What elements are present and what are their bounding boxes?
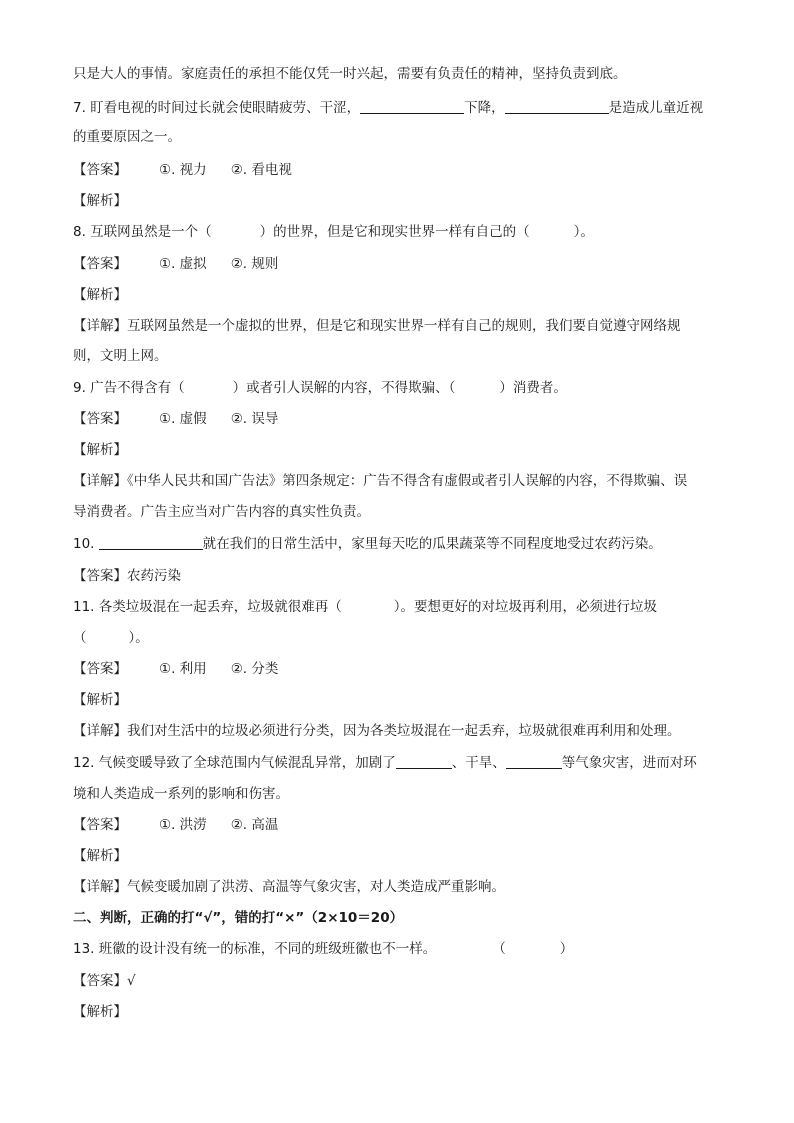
q12-blank-1 xyxy=(396,754,452,769)
q8-answer-2: ②. 规则 xyxy=(230,256,279,272)
q11-answer-row xyxy=(73,659,723,679)
q11-text-d: ）。 xyxy=(128,630,149,646)
q12-text-d: 境和人类造成一系列的影响和伤害。 xyxy=(73,786,289,802)
q9-answer-2: ②. 误导 xyxy=(230,411,279,427)
q12-text-b: 、干旱、 xyxy=(451,755,506,771)
q7-answer-1: ①. 视力 xyxy=(159,162,207,178)
q10-blank xyxy=(99,535,203,550)
answer-label: 【答案】 xyxy=(73,973,127,989)
analysis-label: 【解析】 xyxy=(73,848,127,864)
q7-text-a: 7. 盯看电视的时间过长就会使眼睛疲劳、干涩， xyxy=(73,100,361,116)
q13-paren: （ ） xyxy=(492,941,574,957)
q6-tail-text: 只是大人的事情。家庭责任的承担不能仅凭一时兴起，需要有负责任的精神，坚持负责到底。 xyxy=(73,66,627,82)
detail-label: 【详解】 xyxy=(73,318,127,334)
section-2-heading: 二、判断，正确的打“√”，错的打“×”（2×10＝20） xyxy=(73,910,404,926)
q8-detail-text-1: 互联网虽然是一个虚拟的世界，但是它和现实世界一样有自己的规则，我们要自觉遵守网络规 xyxy=(127,318,681,334)
q11-text-b: ）。要想更好的对垃圾再利用，必须进行垃圾 xyxy=(393,599,658,615)
q12-detail-line xyxy=(73,877,723,897)
answer-label: 【答案】 xyxy=(73,411,127,427)
detail-label: 【详解】 xyxy=(73,879,127,895)
q9-answer-1: ①. 虚假 xyxy=(159,411,207,427)
q7-text-c: 是造成儿童近视 xyxy=(608,100,704,116)
q10-text-a: 10. xyxy=(73,536,99,552)
question-7-line-1 xyxy=(73,98,723,118)
q9-text-c: ）消费者。 xyxy=(499,380,567,396)
q9-text-a: 9. 广告不得含有（ xyxy=(73,380,185,396)
q11-detail-text: 我们对生活中的垃圾必须进行分类，因为各类垃圾混在一起丢弃，垃圾就很难再利用和处理。 xyxy=(127,723,681,739)
q8-answer-1: ①. 虚拟 xyxy=(159,256,207,272)
q7-answer-2: ②. 看电视 xyxy=(230,162,292,178)
q7-text-b: 下降， xyxy=(464,100,505,116)
q12-detail-text: 气候变暖加剧了洪涝、高温等气象灾害，对人类造成严重影响。 xyxy=(127,879,505,895)
question-13-line xyxy=(73,939,723,959)
question-8-line xyxy=(73,222,723,242)
analysis-label: 【解析】 xyxy=(73,692,127,708)
analysis-label: 【解析】 xyxy=(73,442,127,458)
q9-detail-text-1: 《中华人民共和国广告法》第四条规定：广告不得含有虚假或者引人误解的内容，不得欺骗、误 xyxy=(127,473,688,489)
q7-answer-row xyxy=(73,160,723,180)
q8-detail-line-1 xyxy=(73,316,723,336)
q7-blank-2 xyxy=(505,99,609,114)
q9-detail-line-1 xyxy=(73,471,723,491)
analysis-label: 【解析】 xyxy=(73,287,127,303)
answer-label: 【答案】 xyxy=(73,162,127,178)
question-11-line-2 xyxy=(73,628,723,648)
q8-answer-row xyxy=(73,254,723,274)
q9-text-b: ）或者引人误解的内容，不得欺骗、（ xyxy=(232,380,456,396)
analysis-label: 【解析】 xyxy=(73,193,127,209)
q7-text-d: 的重要原因之一。 xyxy=(73,129,181,145)
q10-answer-row xyxy=(73,566,723,586)
q13-answer: √ xyxy=(127,973,136,989)
question-9-line xyxy=(73,378,723,398)
question-11-line-1 xyxy=(73,597,723,617)
question-12-line-1 xyxy=(73,753,723,773)
answer-label: 【答案】 xyxy=(73,817,127,833)
q12-text-c: 等气象灾害，进而对环 xyxy=(561,755,697,771)
q13-text-a: 13. 班徽的设计没有统一的标准，不同的班级班徽也不一样。 xyxy=(73,941,437,957)
q12-answer-1: ①. 洪涝 xyxy=(159,817,207,833)
q9-detail-text-2: 导消费者。广告主应当对广告内容的真实性负责。 xyxy=(73,504,370,520)
q12-answer-row xyxy=(73,815,723,835)
q11-detail-line xyxy=(73,721,723,741)
q10-text-b: 就在我们的日常生活中，家里每天吃的瓜果蔬菜等不同程度地受过农药污染。 xyxy=(202,536,662,552)
q8-text-b: ）的世界，但是它和现实世界一样有自己的（ xyxy=(259,224,530,240)
q8-detail-text-2: 则，文明上网。 xyxy=(73,348,168,364)
answer-label: 【答案】 xyxy=(73,568,127,584)
analysis-label: 【解析】 xyxy=(73,1004,127,1020)
q8-text-c: ）。 xyxy=(573,224,594,240)
q10-answer: 农药污染 xyxy=(127,568,181,584)
q13-answer-row xyxy=(73,971,723,991)
q12-blank-2 xyxy=(506,754,562,769)
answer-label: 【答案】 xyxy=(73,661,127,677)
q8-text-a: 8. 互联网虽然是一个（ xyxy=(73,224,212,240)
q11-text-a: 11. 各类垃圾混在一起丢弃，垃圾就很难再（ xyxy=(73,599,342,615)
q7-blank-1 xyxy=(360,99,464,114)
q11-text-c: （ xyxy=(73,630,87,646)
q12-answer-2: ②. 高温 xyxy=(230,817,279,833)
q11-answer-2: ②. 分类 xyxy=(230,661,279,677)
q11-answer-1: ①. 利用 xyxy=(159,661,207,677)
q12-text-a: 12. 气候变暖导致了全球范围内气候混乱异常，加剧了 xyxy=(73,755,396,771)
detail-label: 【详解】 xyxy=(73,473,127,489)
detail-label: 【详解】 xyxy=(73,723,127,739)
q9-answer-row xyxy=(73,409,723,429)
question-10-line xyxy=(73,534,723,554)
answer-label: 【答案】 xyxy=(73,256,127,272)
